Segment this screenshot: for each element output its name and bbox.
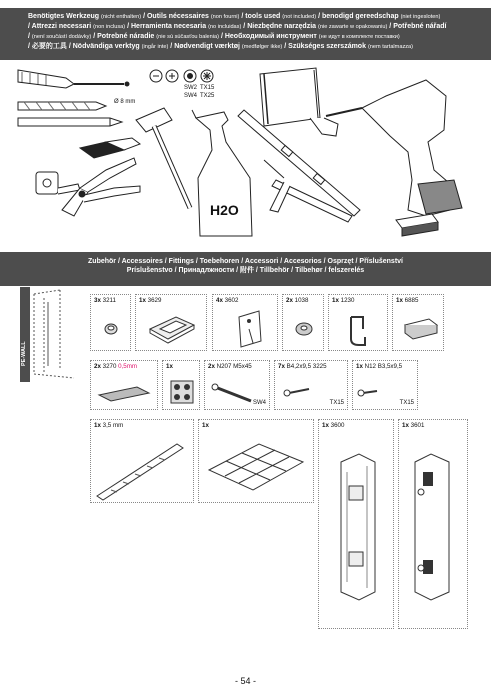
tools-header-term: Nødvendigt værktøj [174,43,240,50]
part-qty: 1x [356,363,363,370]
part-illustration [91,373,159,414]
tools-header-note: (non fourni) [210,14,240,20]
part-illustration [213,307,279,356]
bit-size-tx25: TX25 [200,93,215,99]
part-box [90,294,131,351]
part-qty: 1x [332,297,339,304]
part-label [208,363,252,370]
part-illustration [91,307,132,352]
part-qty: 1x [166,363,173,370]
accessories-header [0,252,491,286]
tools-header-term: Szükséges szerszámok [288,43,366,50]
tools-header-term: Nödvändiga verktyg [72,43,140,50]
part-code: 3602 [224,297,239,304]
tools-header-note: (non inclusa) [93,24,126,30]
part-illustration [283,307,325,352]
part-illustration [136,307,208,352]
shower-wall-icon [30,288,85,380]
part-illustration [275,373,349,414]
part-box [212,294,278,351]
part-box [162,360,200,410]
part-code: 3211 [102,297,116,304]
part-qty: 4x [216,297,223,304]
part-code: 1038 [294,297,309,304]
bit-size-sw4: SW4 [184,93,198,99]
tools-header-note: (niet ingesloten) [400,14,441,20]
tools-header-term: Attrezzi necessari [31,23,92,30]
part-tool-size: SW4 [252,400,266,406]
part-code: 6885 [404,297,419,304]
part-illustration [399,432,469,627]
sponge-icon [396,214,438,236]
side-tab-label: PE-WALL [21,341,27,366]
part-label [356,363,402,370]
part-qty: 3x [94,297,101,304]
part-qty: 7x [278,363,285,370]
tools-header-term: 必要的工具 [31,43,67,50]
part-box [398,419,468,629]
part-label [278,363,327,370]
tools-header-note: (medfølger ikke) [241,44,283,50]
accessories-header-line2: Príslušenstvo / Принадлжности / 附件 / Tillbehör / Tilbehør / felszerelés [126,267,365,274]
tools-header-note: (не идут в комплекте поставки) [318,34,400,40]
bit-size-tx15: TX15 [200,85,215,91]
part-qty: 1x [402,422,409,429]
tools-header-term: Необходимый инструмент [224,33,317,40]
part-code: 3600 [330,422,345,429]
part-label [322,422,344,429]
part-code: 3601 [410,422,425,429]
spirit-level-icon [238,110,360,216]
part-label [94,297,116,304]
part-illustration [319,432,395,627]
tools-header-note: (nem tartalmazza) [367,44,414,50]
part-qty: 2x [208,363,215,370]
tools-header-term: Outils nécessaires [146,13,209,20]
part-tool-size: TX15 [399,400,414,406]
part-label [396,297,418,304]
tools-header-line1: Benötigtes Werkzeug (nicht enthalten) / Outils nécessaires (non fourni) / tools used (not included) / benodigd gereedschap (niet ingesloten) [28,13,441,20]
part-qty: 1x [396,297,403,304]
accessories-header-line1: Zubehör / Accessoires / Fittings / Toebehoren / Accessori / Accesorios / Osprzęt / Příslušenství [88,258,403,265]
hammer-icon [136,108,190,208]
page-number: - 54 - [234,676,256,686]
tools-header-term: Herramienta necesaria [131,23,207,30]
part-label [332,297,354,304]
tools-header-note: (nie zawarte w opakowaniu) [318,24,388,30]
part-illustration [329,307,389,356]
part-illustration [163,373,201,414]
part-illustration [91,432,195,507]
part-qty: 1x [94,422,101,429]
tools-header [0,8,491,60]
part-qty: 2x [94,363,101,370]
screwdriver-icon [18,70,129,88]
part-code: B4,2x9,5 3225 [286,363,327,370]
tools-header-note: (nicht enthalten) [101,14,142,20]
part-box [198,419,314,503]
part-code: 3629 [147,297,162,304]
part-illustration [205,373,271,414]
part-box [274,360,348,410]
tools-header-note: (ingår inte) [141,44,169,50]
part-code: N12 B3,5x9,5 [364,363,403,370]
part-label [94,363,137,370]
part-qty: 1x [202,422,209,429]
tools-header-term: Benötigtes Werkzeug [28,13,100,20]
part-label [139,297,161,304]
part-box [135,294,207,351]
part-illustration [393,307,445,352]
part-thickness: 0,5mm [118,363,138,370]
h2o-label: H2O [210,202,239,218]
tools-header-term: benodigd gereedschap [321,13,399,20]
part-box [392,294,444,351]
tape-measure-icon [36,172,80,194]
part-illustration [353,373,419,414]
tools-illustration [14,60,478,243]
part-label [402,422,424,429]
part-tool-size: TX15 [329,400,344,406]
tools-header-note: (not included) [282,14,317,20]
tools-header-term: Niezbędne narzędzia [247,23,317,30]
part-box [318,419,394,629]
part-qty: 1x [322,422,329,429]
part-code: 3270 [102,363,117,370]
bit-size-sw2: SW2 [184,85,198,91]
tools-header-line4: / 必要的工具 / Nödvändiga verktyg (ingår inte) / Nødvendigt værktøj (medfølger ikke) / Szükséges szerszámok (nem tartalmazza) [28,43,414,50]
part-label [166,363,173,370]
tools-header-note: (nie sú súčasťou balenia) [156,34,219,40]
tools-header-term: Potřebné nářadí [393,23,447,30]
hacksaw-icon [260,68,338,136]
utility-knife-icon [80,138,140,158]
part-label [94,422,123,429]
part-illustration [199,432,315,507]
tools-header-note: (není součástí dodávky) [31,34,92,40]
part-code: N207 M5x45 [216,363,252,370]
tools-header-note: (no incluidas) [208,24,242,30]
part-box [204,360,270,410]
part-box [352,360,418,410]
tools-header-term: tools used [245,13,281,20]
part-label [216,297,238,304]
part-code: 3,5 mm [102,422,124,429]
part-label [202,422,209,429]
cordless-drill-icon [326,80,462,216]
part-box [90,419,194,503]
tools-header-line2: / Attrezzi necessari (non inclusa) / Herramienta necesaria (no incluidas) / Niezbędne narzędzia (nie zawarte w opakowaniu) / Potřebné nářadí [28,23,447,30]
part-label [286,297,308,304]
part-qty: 2x [286,297,293,304]
drill-bit-size-label: Ø 8 mm [114,99,136,105]
pencil-icon [18,118,122,126]
part-qty: 1x [139,297,146,304]
part-box [90,360,158,410]
tools-header-line3: / (není součástí dodávky) / Potrebné náradie (nie sú súčasťou balenia) / Необходимый инструмент (не идут в комплекте поставки) [28,33,400,40]
part-code: 1230 [340,297,355,304]
part-box [282,294,324,351]
drill-bit-icon [18,102,106,110]
side-tab [20,287,30,382]
tools-header-term: Potrebné náradie [97,33,155,40]
part-box [328,294,388,351]
screwdriver-bits-icon [150,70,213,82]
